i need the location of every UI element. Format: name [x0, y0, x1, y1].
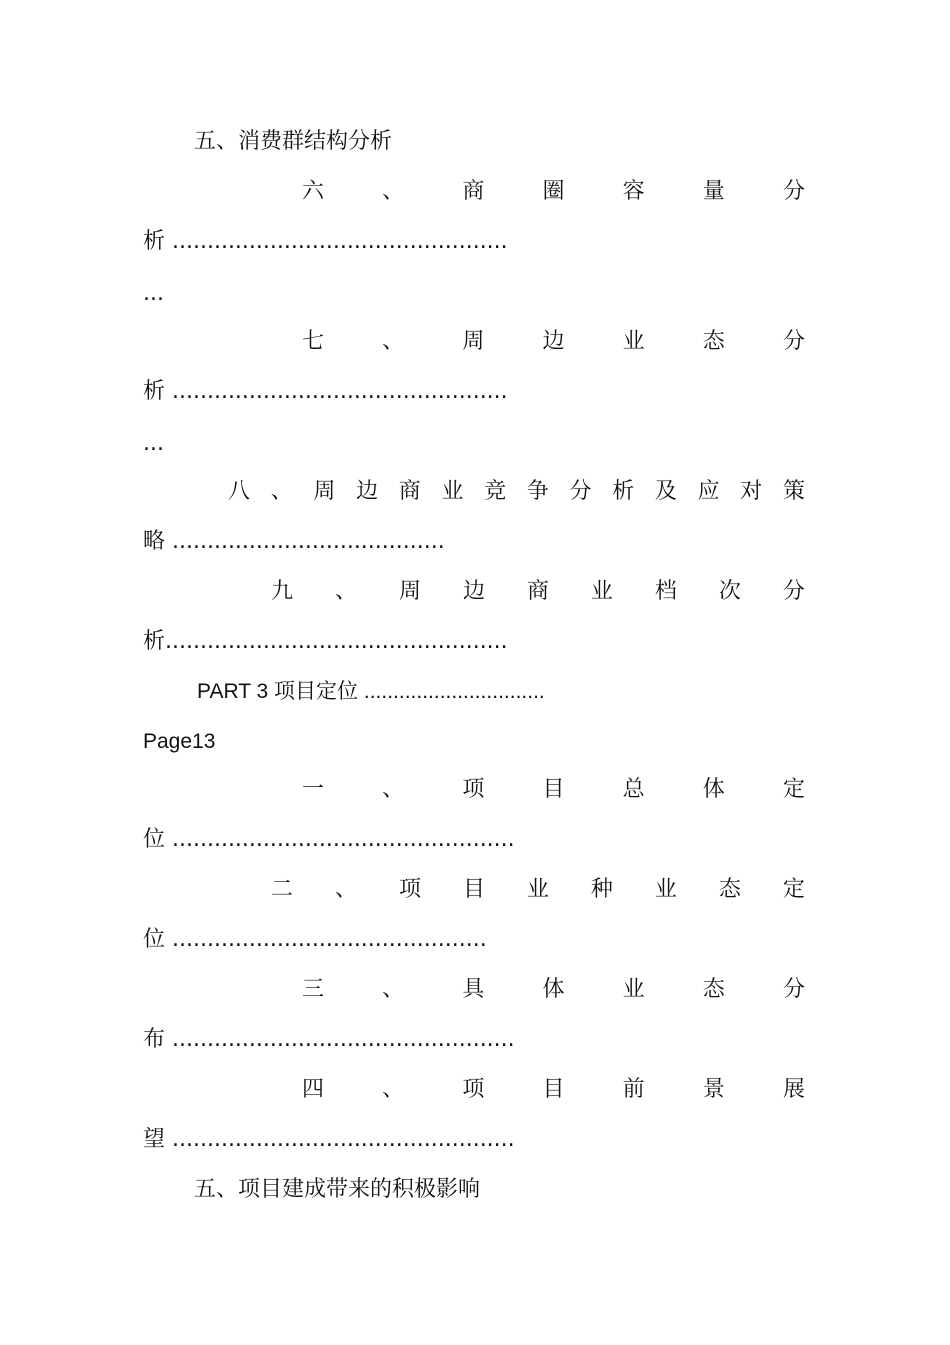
toc-char: 业	[654, 877, 677, 902]
toc-char: 圈	[542, 179, 565, 204]
toc-char: 业	[590, 579, 613, 604]
toc-char: 九	[271, 579, 294, 604]
toc-leader-cont: ...	[143, 281, 164, 306]
toc-char: 定	[782, 877, 805, 902]
toc-char: 对	[740, 479, 763, 504]
toc-leader: 析 ................................................	[143, 379, 508, 404]
toc-char: 业	[526, 877, 549, 902]
toc-leader-cont: ...	[143, 431, 164, 456]
toc-char: 、	[334, 877, 357, 902]
toc-char: 三	[302, 977, 325, 1002]
toc-entry-format-positioning	[271, 876, 805, 904]
toc-char: 边	[542, 329, 565, 354]
toc-entry-format-distribution	[302, 976, 805, 1004]
toc-char: 二	[271, 877, 294, 902]
toc-char: 周	[313, 479, 336, 504]
toc-char: 项	[462, 1077, 485, 1102]
toc-char: 、	[382, 777, 405, 802]
toc-char: 、	[382, 1077, 405, 1102]
toc-char: 目	[542, 777, 565, 802]
toc-char: 体	[702, 777, 725, 802]
toc-leader: 位 .................................................	[143, 827, 515, 852]
toc-char: 具	[462, 977, 485, 1002]
toc-char: 周	[462, 329, 485, 354]
toc-char: 争	[526, 479, 549, 504]
toc-char: 析	[612, 479, 635, 504]
toc-char: 体	[542, 977, 565, 1002]
toc-char: 、	[334, 579, 357, 604]
toc-leader: 略 .......................................	[143, 529, 445, 554]
toc-char: 展	[782, 1077, 805, 1102]
toc-char: 周	[398, 579, 421, 604]
toc-char: 八	[228, 479, 251, 504]
toc-char: 业	[441, 479, 464, 504]
toc-char: 一	[302, 777, 325, 802]
toc-entry-positive-impact: 五、项目建成带来的积极影响	[194, 1177, 481, 1202]
toc-char: 及	[654, 479, 677, 504]
toc-char: 商	[462, 179, 485, 204]
toc-char: 四	[302, 1077, 325, 1102]
toc-char: 策	[782, 479, 805, 504]
toc-entry-consumer-structure: 五、消费群结构分析	[194, 129, 393, 154]
toc-part-heading: PART 3 项目定位 ...............................	[197, 680, 545, 703]
toc-entry-trade-area-capacity	[302, 178, 805, 206]
toc-char: 分	[782, 329, 805, 354]
toc-char: 景	[702, 1077, 725, 1102]
toc-char: 总	[622, 777, 645, 802]
toc-page-number: Page13	[143, 730, 216, 753]
toc-leader: 望 .................................................	[143, 1127, 515, 1152]
toc-entry-surrounding-formats	[302, 328, 805, 356]
toc-char: 商	[526, 579, 549, 604]
toc-char: 次	[718, 579, 741, 604]
toc-char: 档	[654, 579, 677, 604]
toc-char: 、	[270, 479, 293, 504]
toc-char: 、	[382, 329, 405, 354]
toc-char: 容	[622, 179, 645, 204]
toc-leader: 析.................................................	[143, 629, 508, 654]
toc-char: 边	[462, 579, 485, 604]
toc-char: 量	[702, 179, 725, 204]
toc-char: 定	[782, 777, 805, 802]
toc-char: 六	[302, 179, 325, 204]
toc-entry-project-outlook	[302, 1076, 805, 1104]
toc-char: 商	[398, 479, 421, 504]
toc-char: 态	[702, 977, 725, 1002]
toc-char: 业	[622, 977, 645, 1002]
toc-char: 竞	[484, 479, 507, 504]
toc-entry-overall-positioning	[302, 776, 805, 804]
toc-char: 分	[782, 179, 805, 204]
toc-char: 态	[702, 329, 725, 354]
toc-leader: 布 .................................................	[143, 1027, 515, 1052]
toc-char: 七	[302, 329, 325, 354]
toc-char: 分	[782, 977, 805, 1002]
toc-char: 目	[542, 1077, 565, 1102]
toc-entry-business-grade	[271, 578, 805, 606]
toc-char: 项	[462, 777, 485, 802]
toc-char: 分	[782, 579, 805, 604]
toc-char: 应	[697, 479, 720, 504]
toc-char: 、	[382, 977, 405, 1002]
toc-char: 项	[398, 877, 421, 902]
toc-char: 前	[622, 1077, 645, 1102]
toc-char: 边	[356, 479, 379, 504]
toc-char: 业	[622, 329, 645, 354]
toc-char: 分	[569, 479, 592, 504]
toc-char: 、	[382, 179, 405, 204]
toc-leader: 析 ................................................	[143, 229, 508, 254]
toc-char: 种	[590, 877, 613, 902]
toc-entry-competition-analysis	[228, 478, 805, 506]
toc-char: 目	[462, 877, 485, 902]
toc-char: 态	[718, 877, 741, 902]
toc-leader: 位 .............................................	[143, 927, 487, 952]
